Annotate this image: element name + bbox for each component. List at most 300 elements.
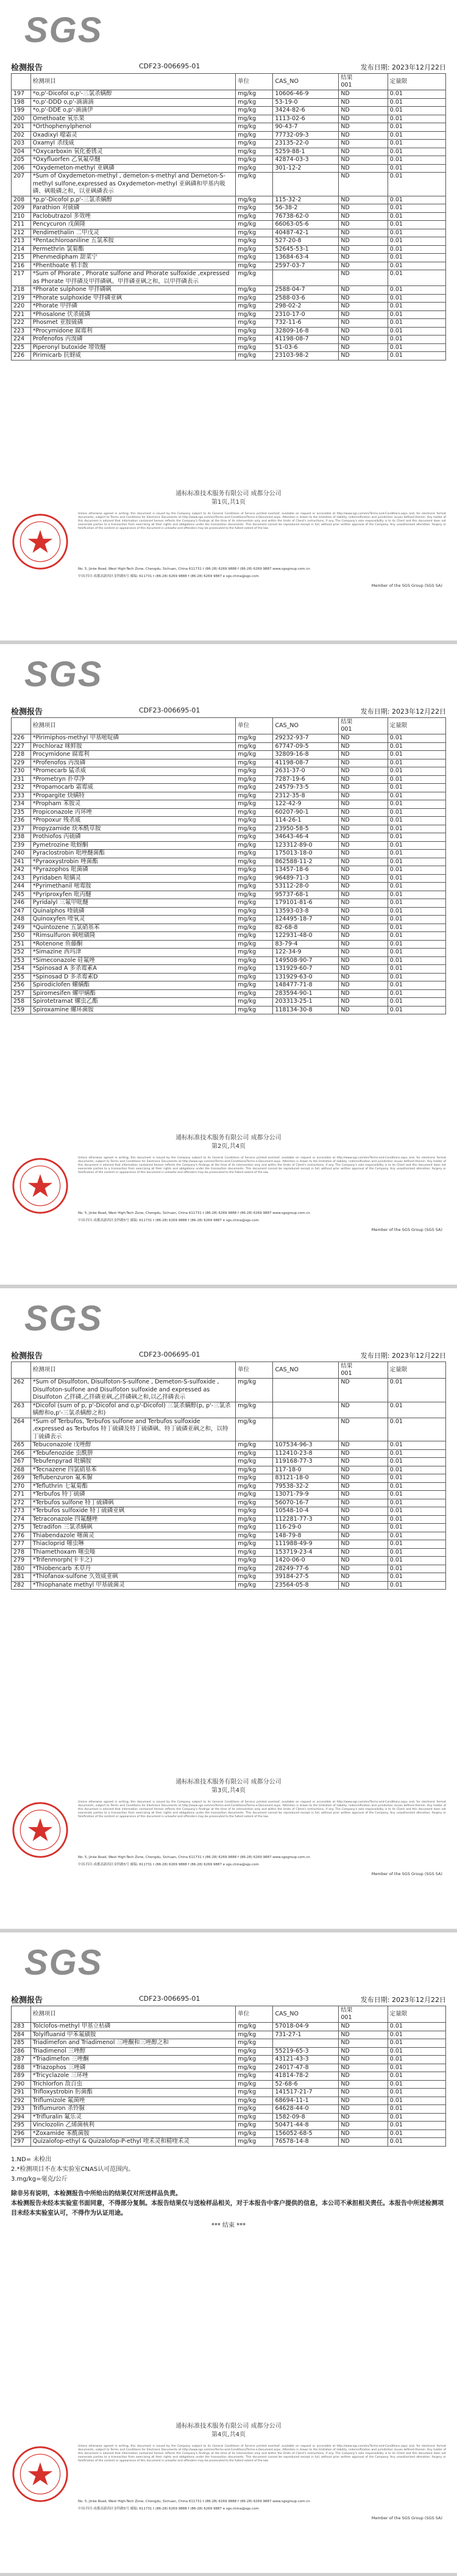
table-row	[12, 891, 446, 899]
table-cell: ND	[339, 1524, 388, 1532]
table-cell: Permethrin 氯菊酯	[30, 245, 235, 254]
table-cell: 0.01	[388, 817, 445, 825]
table-cell: 0.01	[388, 2056, 445, 2064]
table-cell: 220	[12, 303, 31, 311]
table-cell: ND	[339, 841, 388, 850]
table-cell: *o,p'-Dicofol o,p'-三氯杀螨醇	[30, 90, 235, 99]
table-cell: 123312-89-0	[273, 841, 339, 850]
table-cell: *Phorate sulphone 甲拌磷砜	[30, 286, 235, 295]
table-row	[12, 1449, 446, 1458]
table-cell: ND	[339, 1548, 388, 1557]
table-cell: 112281-77-3	[273, 1515, 339, 1524]
table-cell: mg/kg	[236, 1565, 273, 1573]
table-cell: mg/kg	[236, 775, 273, 784]
table-cell: Pyridalyl 三氟甲吡醚	[30, 899, 235, 908]
table-cell: 96489-71-3	[273, 874, 339, 883]
table-row	[12, 335, 446, 344]
table-cell: 114-26-1	[273, 817, 339, 825]
table-cell: 122-34-9	[273, 949, 339, 957]
table-cell: 232	[12, 784, 31, 792]
table-cell: mg/kg	[236, 767, 273, 776]
table-cell: mg/kg	[236, 907, 273, 916]
address-line-en: No. 5, Jinke Road, West High-Tech Zone, Chengdu, Sichuan, China 611731 t (86-28) 6269 9888 f (86-28) 6269 9887 www.sgsgroup.com.cn	[78, 567, 310, 571]
table-cell: *Propamocarb 霜霉威	[30, 784, 235, 792]
table-row	[12, 98, 446, 107]
address-line-cn: 中国·四川·成都高新西区金科路5号 邮编: 611731 t (86-28) 6269 9888 f (86-28) 6269 9887 e sgs.china@sgs.com	[78, 575, 259, 578]
table-cell: *Thiobencarb 禾草丹	[30, 1565, 235, 1573]
table-header-cell	[12, 74, 31, 90]
table-cell: 0.01	[388, 164, 445, 173]
table-cell: *Triazophos 三唑磷	[30, 2064, 235, 2072]
results-table	[11, 1362, 446, 1590]
table-cell: *Pyrimethanil 嘧霉胺	[30, 883, 235, 891]
table-row	[12, 196, 446, 204]
table-row	[12, 204, 446, 213]
table-row	[12, 237, 446, 246]
page-label: 第4页,共4页	[211, 2431, 246, 2438]
table-cell: 2588-04-7	[273, 286, 339, 295]
table-cell: Vinclozolin 乙烯菌核利	[30, 2122, 235, 2130]
table-cell: 0.01	[388, 850, 445, 858]
table-cell: 266	[12, 1449, 31, 1458]
table-cell: mg/kg	[236, 2113, 273, 2122]
table-cell: *Oxydemeton-methyl 亚砜磷	[30, 164, 235, 173]
table-cell: ND	[339, 204, 388, 213]
table-cell: 0.01	[388, 156, 445, 165]
table-cell: 3424-82-6	[273, 107, 339, 115]
table-row	[12, 841, 446, 850]
table-header-row	[12, 2006, 446, 2023]
table-cell: 0.01	[388, 808, 445, 817]
table-row	[12, 981, 446, 990]
table-cell: 0.01	[388, 148, 445, 156]
table-cell: Pencycuron 戊菌隆	[30, 221, 235, 229]
table-header-cell: CAS_NO	[273, 74, 339, 90]
table-cell: 234	[12, 800, 31, 809]
table-cell: mg/kg	[236, 1515, 273, 1524]
member-text: Member of the SGS Group (SGS SA)	[371, 1871, 442, 1876]
table-cell: 228	[12, 751, 31, 759]
table-cell: ND	[339, 1507, 388, 1516]
table-cell	[273, 270, 339, 286]
table-row	[12, 2089, 446, 2097]
table-cell: 0.01	[388, 998, 445, 1006]
table-cell: ND	[339, 2129, 388, 2138]
table-cell: mg/kg	[236, 343, 273, 352]
table-cell: mg/kg	[236, 335, 273, 344]
table-cell: Pyraclostrobin 吡唑醚菌酯	[30, 850, 235, 858]
table-header-cell: 单位	[236, 2006, 273, 2023]
table-cell: 247	[12, 907, 31, 916]
table-cell: 237	[12, 825, 31, 833]
table-cell: 229	[12, 759, 31, 767]
table-body	[12, 734, 446, 1014]
table-cell: *o,p'-DDD o,p'-滴滴滴	[30, 98, 235, 107]
table-cell: *Propham 苯胺灵	[30, 800, 235, 809]
table-cell: ND	[339, 833, 388, 842]
table-cell: 238	[12, 833, 31, 842]
table-cell: 262	[12, 1379, 31, 1402]
table-cell: 0.01	[388, 1402, 445, 1418]
table-cell: Prochloraz 咪鲜胺	[30, 742, 235, 751]
table-cell: Quinalphos 喹硫磷	[30, 907, 235, 916]
table-row	[12, 131, 446, 140]
member-text: Member of the SGS Group (SGS SA)	[371, 583, 442, 588]
table-cell: mg/kg	[236, 866, 273, 875]
table-cell: ND	[339, 237, 388, 246]
table-cell: mg/kg	[236, 883, 273, 891]
table-cell: 2597-03-7	[273, 262, 339, 270]
table-cell: 0.01	[388, 262, 445, 270]
table-cell: 273	[12, 1507, 31, 1516]
table-row	[12, 800, 446, 809]
table-cell: *Sum of Oxydemeton-methyl , demeton-s-methyl and Demeton-S-methyl sulfone,expressed as Oxydemeton-methyl 亚砜磷和甲基内吸磷、砜吸磷之和，以亚砜磷表示	[30, 173, 235, 196]
table-cell: 280	[12, 1565, 31, 1573]
table-cell: ND	[339, 164, 388, 173]
table-cell: 82-68-8	[273, 924, 339, 932]
table-cell: 175013-18-0	[273, 850, 339, 858]
table-cell: *Terbufos sulfone 特丁硫磷砜	[30, 1499, 235, 1507]
table-cell: 233	[12, 792, 31, 800]
table-cell: mg/kg	[236, 874, 273, 883]
table-cell: mg/kg	[236, 1524, 273, 1532]
table-cell: 0.01	[388, 2039, 445, 2048]
table-row	[12, 1441, 446, 1450]
table-cell: *Triadimefon 三唑酮	[30, 2056, 235, 2064]
table-cell: Triflumizole 氟菌唑	[30, 2097, 235, 2105]
table-cell: 39184-27-5	[273, 1573, 339, 1582]
table-cell: 0.01	[388, 1540, 445, 1549]
table-cell: 225	[12, 343, 31, 352]
table-cell: Trifloxystrobin 肟菌酯	[30, 2089, 235, 2097]
table-header-cell: CAS_NO	[273, 1362, 339, 1379]
table-cell: 284	[12, 2031, 31, 2039]
table-row	[12, 850, 446, 858]
table-cell: 0.01	[388, 1548, 445, 1557]
table-cell: 0.01	[388, 2129, 445, 2138]
table-row	[12, 1557, 446, 1565]
table-cell: mg/kg	[236, 2056, 273, 2064]
table-cell: ND	[339, 891, 388, 899]
table-row	[12, 2023, 446, 2031]
table-cell: mg/kg	[236, 998, 273, 1006]
table-cell: 148477-71-8	[273, 981, 339, 990]
table-cell: 148-79-8	[273, 1532, 339, 1540]
table-cell: Spiromesifen 螺甲螨酯	[30, 989, 235, 998]
table-cell: mg/kg	[236, 825, 273, 833]
table-row	[12, 1507, 446, 1516]
table-cell: Tetraconazole 四氟醚唑	[30, 1515, 235, 1524]
report-title: 检测报告	[11, 1996, 43, 2005]
table-cell: mg/kg	[236, 2023, 273, 2031]
table-cell: 55219-65-3	[273, 2047, 339, 2056]
table-cell: 122-42-9	[273, 800, 339, 809]
table-cell: 293	[12, 2105, 31, 2114]
table-cell: Thiabendazole 噻菌灵	[30, 1532, 235, 1540]
address-line-en: No. 5, Jinke Road, West High-Tech Zone, Chengdu, Sichuan, China 611731 t (86-28) 6269 9888 f (86-28) 6269 9887 www.sgsgroup.com.cn	[78, 2500, 310, 2503]
table-cell: Spirodiclofen 螺螨酯	[30, 981, 235, 990]
table-cell: mg/kg	[236, 742, 273, 751]
table-cell: 179101-81-6	[273, 899, 339, 908]
table-cell: mg/kg	[236, 1573, 273, 1582]
table-cell: 0.01	[388, 2089, 445, 2097]
sgs-logo: SGS	[24, 1299, 103, 1338]
table-cell: mg/kg	[236, 1466, 273, 1474]
member-text: Member of the SGS Group (SGS SA)	[371, 1227, 442, 1232]
table-cell: 256	[12, 981, 31, 990]
table-cell: ND	[339, 1006, 388, 1014]
table-cell: 265	[12, 1441, 31, 1450]
table-header-cell: 单位	[236, 1362, 273, 1379]
table-row	[12, 2138, 446, 2147]
table-cell: mg/kg	[236, 734, 273, 743]
table-cell: 202	[12, 131, 31, 140]
table-cell: *Tricyclazole 三环唑	[30, 2072, 235, 2081]
table-cell: 68694-11-1	[273, 2097, 339, 2105]
table-cell: mg/kg	[236, 784, 273, 792]
table-cell: 268	[12, 1466, 31, 1474]
table-cell: 1113-02-6	[273, 115, 339, 123]
table-cell: 0.01	[388, 841, 445, 850]
table-cell: 112410-23-8	[273, 1449, 339, 1458]
table-row	[12, 989, 446, 998]
table-row	[12, 294, 446, 303]
table-header-cell: 定量限	[388, 1362, 445, 1379]
table-cell: 0.01	[388, 956, 445, 965]
table-row	[12, 825, 446, 833]
table-cell: 0.01	[388, 173, 445, 196]
table-cell: mg/kg	[236, 310, 273, 319]
table-cell: *Pentachloroaniline 五氯苯胺	[30, 237, 235, 246]
table-cell: mg/kg	[236, 800, 273, 809]
table-cell: 198	[12, 98, 31, 107]
table-cell: mg/kg	[236, 2089, 273, 2097]
table-cell: ND	[339, 98, 388, 107]
table-cell: 213	[12, 237, 31, 246]
table-cell: 122931-48-0	[273, 932, 339, 941]
table-header-cell: 单位	[236, 718, 273, 734]
footer-company: 通标标准技术服务有限公司 成都分公司	[175, 2423, 282, 2430]
table-cell: 0.01	[388, 1379, 445, 1402]
table-cell: ND	[339, 1458, 388, 1466]
table-cell: mg/kg	[236, 327, 273, 335]
table-cell: mg/kg	[236, 237, 273, 246]
table-cell: mg/kg	[236, 759, 273, 767]
table-row	[12, 245, 446, 254]
table-cell: mg/kg	[236, 1540, 273, 1549]
table-cell: mg/kg	[236, 808, 273, 817]
table-cell: 197	[12, 90, 31, 99]
table-cell: *Rotenone 鱼藤酮	[30, 940, 235, 949]
table-cell: mg/kg	[236, 1581, 273, 1590]
table-row	[12, 1548, 446, 1557]
table-cell: 2310-17-0	[273, 310, 339, 319]
table-cell: 83-79-4	[273, 940, 339, 949]
table-cell: 227	[12, 742, 31, 751]
table-cell: ND	[339, 825, 388, 833]
table-header-cell: 检测项目	[30, 2006, 235, 2023]
table-cell: mg/kg	[236, 1548, 273, 1557]
table-cell: 0.01	[388, 751, 445, 759]
table-cell: mg/kg	[236, 1507, 273, 1516]
table-cell: 131929-63-0	[273, 973, 339, 981]
table-body	[12, 90, 446, 361]
table-cell: 285	[12, 2039, 31, 2048]
table-cell: 263	[12, 1402, 31, 1418]
table-cell: ND	[339, 916, 388, 924]
table-cell: 149508-90-7	[273, 956, 339, 965]
table-row	[12, 1402, 446, 1418]
table-cell: *Rimsulfuron 砜嘧磺隆	[30, 932, 235, 941]
table-cell: 13457-18-6	[273, 866, 339, 875]
table-cell: 116-29-0	[273, 1524, 339, 1532]
table-cell: 13593-03-8	[273, 907, 339, 916]
results-table	[11, 73, 446, 361]
table-cell: ND	[339, 2072, 388, 2081]
table-cell: 203313-25-1	[273, 998, 339, 1006]
table-cell: ND	[339, 1491, 388, 1499]
results-table	[11, 717, 446, 1014]
table-cell: *p,p'-Dicofol p,p'-三氯杀螨醇	[30, 196, 235, 204]
table-cell	[273, 2039, 339, 2048]
table-cell: 0.01	[388, 229, 445, 237]
table-cell: mg/kg	[236, 924, 273, 932]
table-row	[12, 1474, 446, 1483]
table-cell: 289	[12, 2072, 31, 2081]
table-cell: 241	[12, 858, 31, 866]
table-cell: 0.01	[388, 833, 445, 842]
table-cell: mg/kg	[236, 262, 273, 270]
table-cell: 203	[12, 140, 31, 148]
table-cell: *Sum of Terbufos, Terbufos sulfone and Terbufos sulfoxide ,expressed as Terbufos 特丁硫磷及特丁硫磷砜、特丁硫磷亚砜之和，以特丁硫磷表示	[30, 1418, 235, 1441]
table-header-cell: 定量限	[388, 718, 445, 734]
table-cell: ND	[339, 899, 388, 908]
table-cell: 0.01	[388, 883, 445, 891]
table-cell: 24579-73-5	[273, 784, 339, 792]
table-cell: 0.01	[388, 1557, 445, 1565]
table-cell: mg/kg	[236, 2072, 273, 2081]
table-cell: ND	[339, 196, 388, 204]
table-cell: 0.01	[388, 131, 445, 140]
table-cell: 0.01	[388, 270, 445, 286]
table-row	[12, 140, 446, 148]
table-cell: ND	[339, 1418, 388, 1441]
table-cell: 2631-37-0	[273, 767, 339, 776]
table-cell: *Spinosad D 多杀霉素D	[30, 973, 235, 981]
table-cell: 277	[12, 1540, 31, 1549]
table-row	[12, 1515, 446, 1524]
table-row	[12, 1499, 446, 1507]
remark-title: 除非另有说明，本检测报告中所给出的结果仅对所送样品负责。	[11, 2190, 182, 2197]
table-cell: mg/kg	[236, 1379, 273, 1402]
table-row	[12, 956, 446, 965]
table-cell: Prothiofos 丙硫磷	[30, 833, 235, 842]
sgs-logo: SGS	[24, 1943, 103, 1982]
report-title: 检测报告	[11, 63, 43, 73]
table-cell: 294	[12, 2113, 31, 2122]
table-row	[12, 90, 446, 99]
table-cell: *Procymidone 腐霉利	[30, 327, 235, 335]
table-cell: *Zoxamide 苯酰菌胺	[30, 2129, 235, 2138]
table-row	[12, 2047, 446, 2056]
legal-fine-print: Unless otherwise agreed in writing, this document is issued by the Company subject to its General Conditions of Service printed overleaf, available on request or accessible at http://www.sgs.com/en/Terms-and-Conditions.aspx and, for electronic format documents, subject to Terms and Conditions for Electronic Documents at http://www.sgs.com/en/Terms-and-Conditions/Terms-e-Document.aspx. Attention is drawn to the limitation of liability, indemnification and jurisdiction issues defined therein. Any holder of this document is advised that information contained hereon reflects the Company's findings at the time of its intervention only and within the limits of Client's instructions, if any. The Company's sole responsibility is to its Client and this document does not exonerate parties to a transaction from exercising all their rights and obligations under the transaction documents. This document cannot be reproduced except in full, without prior written approval of the Company. Any unauthorized alteration, forgery or falsification of the content or appearance of this document is unlawful and offenders may be prosecuted to the fullest extent of the law.	[78, 1157, 446, 1174]
table-cell: 10548-10-4	[273, 1507, 339, 1516]
table-cell: ND	[339, 343, 388, 352]
table-cell: Pirimicarb 抗蚜威	[30, 352, 235, 361]
table-cell: ND	[339, 998, 388, 1006]
table-cell: 83121-18-0	[273, 1474, 339, 1483]
table-cell: 118134-30-8	[273, 1006, 339, 1014]
table-cell: 95737-68-1	[273, 891, 339, 899]
table-cell: Procymidone 腐霉利	[30, 751, 235, 759]
table-cell	[273, 1402, 339, 1418]
table-row	[12, 742, 446, 751]
table-row	[12, 1482, 446, 1491]
table-cell: *Phenthoate 稻丰散	[30, 262, 235, 270]
table-cell: 5259-88-1	[273, 148, 339, 156]
table-cell: ND	[339, 107, 388, 115]
table-cell: mg/kg	[236, 319, 273, 328]
table-cell: ND	[339, 212, 388, 221]
table-cell: ND	[339, 2047, 388, 2056]
table-cell: 52645-53-1	[273, 245, 339, 254]
table-row	[12, 858, 446, 866]
official-seal-icon	[11, 1801, 69, 1859]
table-cell: 29232-93-7	[273, 734, 339, 743]
table-cell: 79538-32-2	[273, 1482, 339, 1491]
table-cell: *Pirimiphos-methyl 甲基嘧啶磷	[30, 734, 235, 743]
table-cell: 0.01	[388, 90, 445, 99]
footer-company: 通标标准技术服务有限公司 成都分公司	[175, 490, 282, 497]
table-cell: ND	[339, 140, 388, 148]
table-cell: 0.01	[388, 924, 445, 932]
table-cell: 301-12-2	[273, 164, 339, 173]
table-cell: mg/kg	[236, 916, 273, 924]
table-cell: 204	[12, 148, 31, 156]
table-cell: 0.01	[388, 2105, 445, 2114]
table-cell: 254	[12, 965, 31, 974]
table-cell: 23135-22-0	[273, 140, 339, 148]
table-cell: 249	[12, 924, 31, 932]
table-row	[12, 998, 446, 1006]
issue-date: 发布日期: 2023年12月22日	[360, 1352, 446, 1360]
table-cell: mg/kg	[236, 973, 273, 981]
table-cell: ND	[339, 751, 388, 759]
table-cell: ND	[339, 940, 388, 949]
table-cell: 222	[12, 319, 31, 328]
table-cell: 207	[12, 173, 31, 196]
end-mark: *** 结束 ***	[211, 2222, 246, 2229]
table-row	[12, 734, 446, 743]
table-cell: 0.01	[388, 1006, 445, 1014]
table-cell: mg/kg	[236, 98, 273, 107]
table-cell: ND	[339, 866, 388, 875]
table-cell: 23564-05-8	[273, 1581, 339, 1590]
table-row	[12, 866, 446, 875]
table-cell: ND	[339, 2056, 388, 2064]
table-cell: ND	[339, 1557, 388, 1565]
page-label: 第3页,共4页	[211, 1787, 246, 1794]
table-cell: 288	[12, 2064, 31, 2072]
table-cell: 23103-98-2	[273, 352, 339, 361]
table-cell: 0.01	[388, 734, 445, 743]
table-cell: 226	[12, 352, 31, 361]
table-cell: ND	[339, 1466, 388, 1474]
table-cell: 269	[12, 1474, 31, 1483]
table-header-cell: 结果 001	[339, 718, 388, 734]
table-cell: 0.01	[388, 907, 445, 916]
table-cell: 57018-04-9	[273, 2023, 339, 2031]
